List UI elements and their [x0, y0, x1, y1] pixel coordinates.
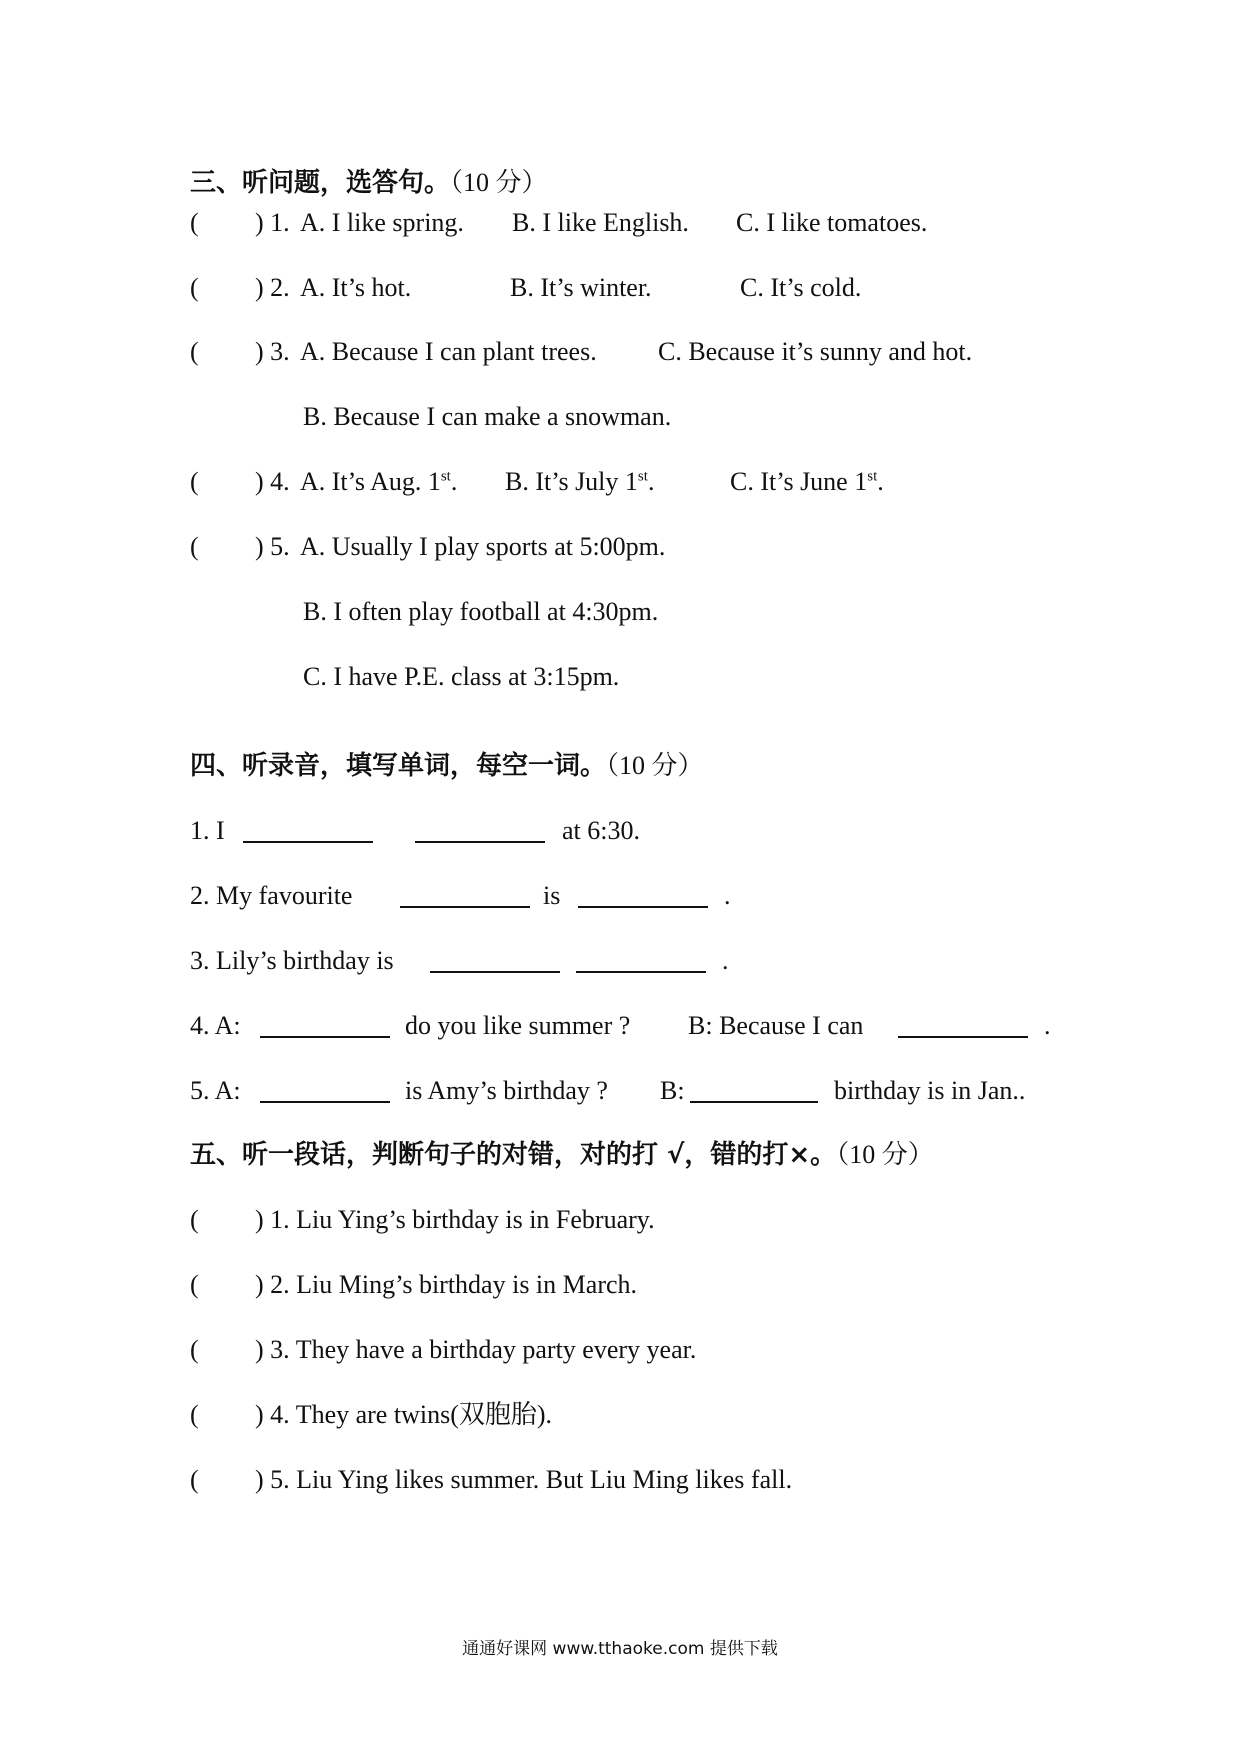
question-number: ) 4. [255, 467, 290, 496]
option-a: A. It’s hot. [300, 273, 412, 302]
fill-blank[interactable] [400, 880, 530, 908]
sentence-text: birthday is in Jan.. [834, 1076, 1026, 1105]
sentence-text: 5. A: [190, 1076, 241, 1105]
fill-blank[interactable] [690, 1075, 818, 1103]
answer-paren-open[interactable]: ( [190, 532, 199, 561]
option-a: A. Because I can plant trees. [300, 337, 597, 366]
answer-paren-open[interactable]: ( [190, 1205, 199, 1234]
option-a: A. I like spring. [300, 208, 464, 237]
fill-blank[interactable] [430, 945, 560, 973]
option-a: A. Usually I play sports at 5:00pm. [300, 532, 666, 561]
s3-question-3-option-b: B. Because I can make a snowman. [303, 402, 672, 431]
sentence-text: 3. Lily’s birthday is [190, 946, 394, 975]
section5-points: （10 分） [836, 1140, 934, 1169]
option-c: C. I like tomatoes. [736, 208, 928, 237]
fill-blank[interactable] [576, 945, 706, 973]
fill-blank[interactable] [898, 1010, 1028, 1038]
section4-title: 四、听录音，填写单词，每空一词。 [190, 751, 607, 781]
answer-paren-open[interactable]: ( [190, 273, 199, 302]
section5-title: 五、听一段话，判断句子的对错，对的打 √，错的打×。 [190, 1140, 837, 1170]
sentence-text: . [1044, 1011, 1051, 1040]
option-a: A. It’s Aug. 1st. [300, 467, 458, 496]
fill-blank[interactable] [260, 1010, 390, 1038]
answer-paren-open[interactable]: ( [190, 1465, 199, 1494]
option-c: C. It’s cold. [740, 273, 862, 302]
sentence-text: B: [660, 1076, 685, 1105]
question-number: ) 2. [255, 273, 290, 302]
sentence-text: . [722, 946, 729, 975]
option-c: C. Because it’s sunny and hot. [658, 337, 973, 366]
fill-blank[interactable] [243, 815, 373, 843]
sentence-text: 1. I [190, 816, 225, 845]
sentence-text: B: Because I can [688, 1011, 864, 1040]
sentence-text: is [543, 881, 561, 910]
section5-heading [190, 1139, 934, 1171]
statement-text: ) 3. They have a birthday party every year. [255, 1335, 697, 1364]
statement-text: ) 1. Liu Ying’s birthday is in February. [255, 1205, 655, 1234]
fill-blank[interactable] [415, 815, 545, 843]
answer-paren-open[interactable]: ( [190, 1335, 199, 1364]
answer-paren-open[interactable]: ( [190, 1270, 199, 1299]
sentence-text: is Amy’s birthday ? [405, 1076, 608, 1105]
sentence-text: 4. A: [190, 1011, 241, 1040]
section3-points: （10 分） [450, 168, 548, 197]
sentence-text: at 6:30. [562, 816, 640, 845]
fill-blank[interactable] [578, 880, 708, 908]
statement-text: ) 4. They are twins(双胞胎). [255, 1400, 553, 1429]
page-footer: 通通好课网 www.tthaoke.com 提供下载 [462, 1639, 778, 1659]
option-b: B. It’s July 1st. [505, 467, 655, 496]
sentence-text: . [724, 881, 731, 910]
statement-text: ) 2. Liu Ming’s birthday is in March. [255, 1270, 638, 1299]
section3-title: 三、听问题，选答句。 [190, 168, 451, 198]
section3-heading [190, 167, 548, 199]
section4-points: （10 分） [606, 751, 704, 780]
option-b: B. I like English. [512, 208, 689, 237]
sentence-text: 2. My favourite [190, 881, 353, 910]
s3-question-5-option-c: C. I have P.E. class at 3:15pm. [303, 662, 620, 691]
answer-paren-open[interactable]: ( [190, 467, 199, 496]
s3-question-5-option-b: B. I often play football at 4:30pm. [303, 597, 659, 626]
statement-text: ) 5. Liu Ying likes summer. But Liu Ming likes fall. [255, 1465, 793, 1494]
option-b: B. It’s winter. [510, 273, 652, 302]
option-c: C. It’s June 1st. [730, 467, 884, 496]
section4-heading [190, 750, 704, 782]
question-number: ) 3. [255, 337, 290, 366]
fill-blank[interactable] [260, 1075, 390, 1103]
answer-paren-open[interactable]: ( [190, 208, 199, 237]
question-number: ) 5. [255, 532, 290, 561]
question-number: ) 1. [255, 208, 290, 237]
answer-paren-open[interactable]: ( [190, 1400, 199, 1429]
answer-paren-open[interactable]: ( [190, 337, 199, 366]
sentence-text: do you like summer ? [405, 1011, 631, 1040]
